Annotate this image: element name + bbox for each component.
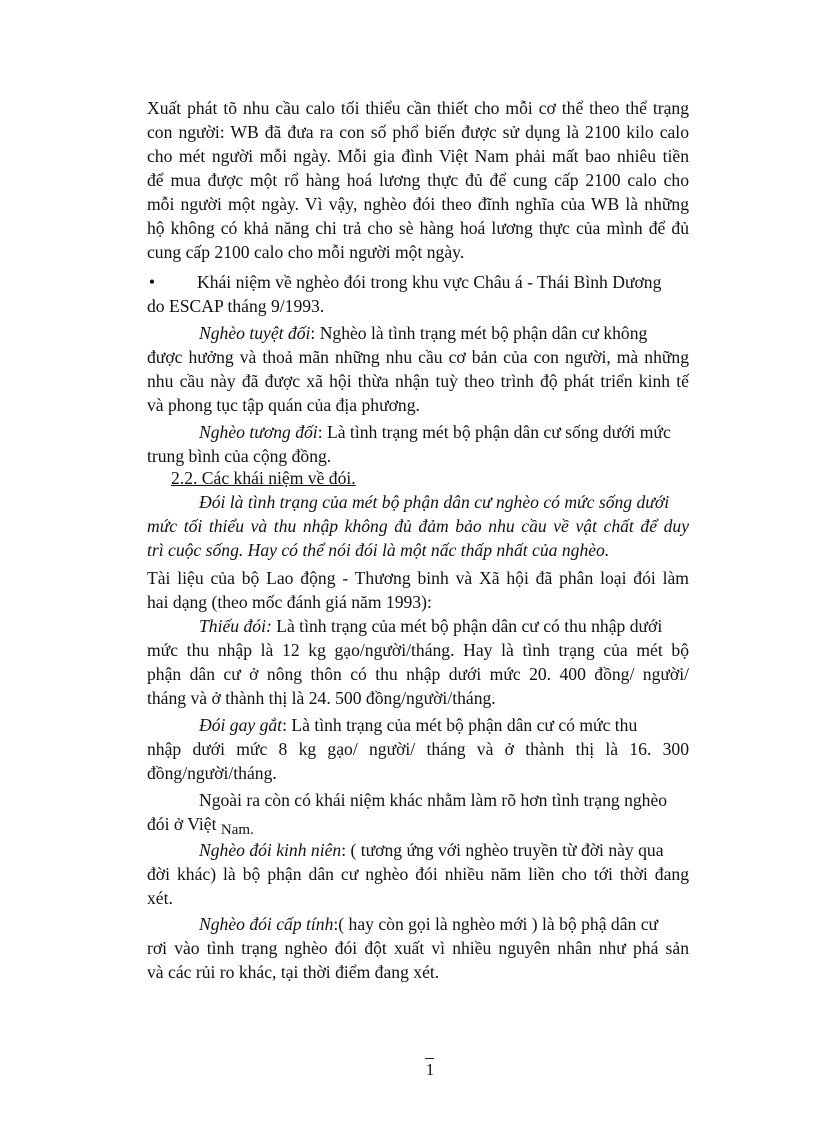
text-line: phận dân cư ở nông thôn có thu nhập dưới mức 20. 400 đồng/ người/ <box>147 664 689 684</box>
text-line: Khái niệm về nghèo đói trong khu vực Châu á - Thái Bình Dương <box>197 272 662 292</box>
text-line <box>147 812 689 836</box>
text-line: hộ không có khả năng chi trả cho sè hàng hoá lương thực của mình để đủ <box>147 218 689 238</box>
section-heading <box>147 466 689 490</box>
text-line: Đói là tình trạng của mét bộ phận dân cư nghèo có mức sống dưới <box>199 492 670 512</box>
text-line: để mua được một rổ hàng hoá lương thực đủ để cung cấp 2100 calo cho <box>147 170 689 190</box>
bullet-line <box>147 270 689 294</box>
paragraph-hunger-lack <box>147 614 689 710</box>
text-line <box>147 614 689 638</box>
paragraph-ministry <box>147 566 689 614</box>
text-line: cung cấp 2100 calo cho mỗi người một ngày. <box>147 242 465 262</box>
text-line: và các rủi ro khác, tại thời điểm đang xét. <box>147 962 440 982</box>
paragraph-absolute-poverty <box>147 321 689 417</box>
text-fragment: Là tình trạng của mét bộ phận dân cư có thu nhập dưới <box>271 616 663 636</box>
text-line: đồng/người/tháng. <box>147 763 277 783</box>
paragraph-hunger-severe <box>147 713 689 785</box>
text-line: Ngoài ra còn có khái niệm khác nhằm làm rõ hơn tình trạng nghèo <box>199 790 668 810</box>
text-line: mức tối thiểu và thu nhập không đủ đảm bảo nhu cầu về vật chất để duy <box>147 516 689 536</box>
text-fragment: : ( tương ứng với nghèo truyền từ đời này qua <box>341 840 664 860</box>
text-line: được hưởng và thoả mãn những nhu cầu cơ bản của con người, mà những <box>147 347 689 367</box>
text-line: trì cuộc sống. Hay có thể nói đói là một nấc thấp nhất của nghèo. <box>147 540 610 560</box>
text-line <box>147 420 689 444</box>
term-hunger-lack: Thiếu đói: <box>199 616 272 636</box>
text-line: Xuất phát tõ nhu cầu calo tối thiểu cần thiết cho mỗi cơ thể theo thể trạng <box>147 98 689 118</box>
text-line: tháng và ở thành thị là 24. 500 đồng/người/tháng. <box>147 688 496 708</box>
term-hunger-severe: Đói gay gắt <box>199 715 283 735</box>
text-line: hai dạng (theo mốc đánh giá năm 1993): <box>147 592 432 612</box>
text-line: trung bình của cộng đồng. <box>147 446 332 466</box>
text-fragment: đói ở Việt <box>147 814 217 834</box>
text-line: do ESCAP tháng 9/1993. <box>147 296 325 316</box>
text-line: rơi vào tình trạng nghèo đói đột xuất vì nhiều nguyên nhân như phá sản <box>147 938 689 958</box>
text-line <box>147 912 689 936</box>
text-line <box>147 713 689 737</box>
paragraph-chronic-poverty <box>147 838 689 910</box>
paragraph-relative-poverty <box>147 420 689 468</box>
text-line: Tài liệu của bộ Lao động - Thương binh và Xã hội đã phân loại đói làm <box>147 568 689 588</box>
paragraph-calorie-definition <box>147 96 689 264</box>
text-fragment: : Là tình trạng của mét bộ phận dân cư có mức thu <box>282 715 638 735</box>
text-line: mức thu nhập là 12 kg gạo/người/tháng. Hay là tình trạng của mét bộ <box>147 640 689 660</box>
page-number-bar <box>425 1058 434 1059</box>
text-line <box>147 838 689 862</box>
text-line: và phong tục tập quán của địa phương. <box>147 395 420 415</box>
term-relative-poverty: Nghèo tương đối <box>199 422 318 442</box>
text-fragment: : Nghèo là tình trạng mét bộ phận dân cư không <box>310 323 648 343</box>
text-line: cho mét người mỗi ngày. Mỗi gia đình Việt Nam phải mất bao nhiêu tiền <box>147 146 689 166</box>
text-line: đời khác) là bộ phận dân cư nghèo đói nhiều năm liền cho tới thời đang <box>147 864 689 884</box>
page-number: 1 <box>425 1060 435 1079</box>
text-line: con người: WB đã đưa ra con số phổ biến được sử dụng là 2100 kilo calo <box>147 122 689 142</box>
text-line: nhu cầu này đã được xã hội thừa nhận tuỳ theo trình độ phát triển kinh tế <box>147 371 689 391</box>
text-fragment: : Là tình trạng mét bộ phận dân cư sống dưới mức <box>317 422 671 442</box>
term-acute-poverty: Nghèo đói cấp tính <box>199 914 334 934</box>
bullet-escap <box>147 270 689 318</box>
text-line <box>147 321 689 345</box>
heading-text: 2.2. Các khái niệm về đói. <box>171 468 356 488</box>
paragraph-acute-poverty <box>147 912 689 984</box>
text-line: nhập dưới mức 8 kg gạo/ người/ tháng và ở thành thị là 16. 300 <box>147 739 689 759</box>
paragraph-other-concepts <box>147 788 689 836</box>
bullet-icon: • <box>148 272 156 292</box>
text-line: xét. <box>147 888 173 908</box>
text-line: mỗi người một ngày. Vì vậy, nghèo đói theo đĩnh nghĩa của WB là những <box>147 194 689 214</box>
term-absolute-poverty: Nghèo tuyệt đối <box>199 323 311 343</box>
paragraph-hunger-definition <box>147 490 689 562</box>
text-fragment: Nam. <box>220 822 254 836</box>
term-chronic-poverty: Nghèo đói kinh niên <box>199 840 342 860</box>
text-fragment: :( hay còn gọi là nghèo mới ) là bộ phậ dân cư <box>333 914 659 934</box>
